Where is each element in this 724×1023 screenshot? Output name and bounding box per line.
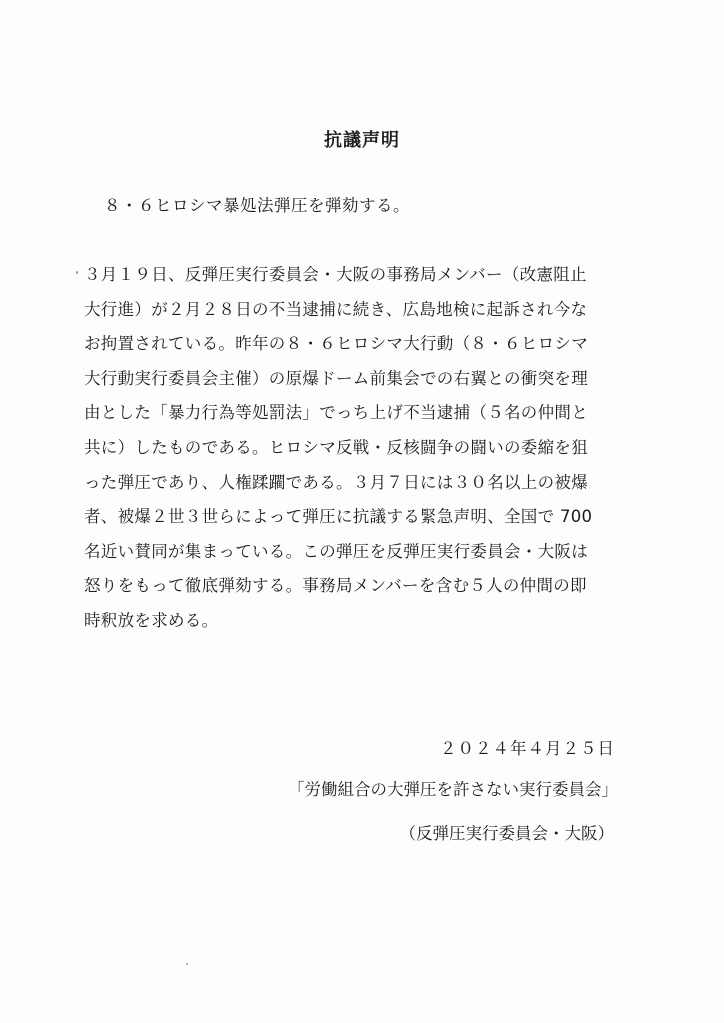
scan-speck: [186, 963, 188, 965]
body-line: 由とした「暴力行為等処罰法」でっち上げ不当逮捕（５名の仲間と: [84, 403, 588, 423]
body-line: 大行動実行委員会主催）の原爆ドーム前集会での右翼との衝突を理: [84, 368, 588, 388]
body-line: 者、被爆２世３世らによって弾圧に抗議する緊急声明、全国で 700: [84, 507, 593, 527]
body-line: 時釈放を求める。: [84, 610, 219, 630]
statement-body: [84, 258, 644, 639]
body-line: 名近い賛同が集まっている。この弾圧を反弾圧実行委員会・大阪は: [84, 541, 588, 561]
document-title: 抗議声明: [324, 130, 400, 151]
organization-subname: （反弾圧実行委員会・大阪）: [399, 824, 614, 843]
organization-name: 「労働組合の大弾圧を許さない実行委員会」: [288, 780, 618, 799]
body-line: 共に）したものである。ヒロシマ反戦・反核闘争の闘いの委縮を狙: [84, 437, 588, 457]
document-subtitle: ８・６ヒロシマ暴処法弾圧を弾劾する。: [104, 196, 410, 215]
body-line: った弾圧であり、人権蹂躙である。３月７日には３０名以上の被爆: [84, 472, 588, 492]
body-line: 怒りをもって徹底弾劾する。事務局メンバーを含む５人の仲間の即: [84, 576, 587, 596]
body-line: 大行進）が２月２８日の不当逮捕に続き、広島地検に起訴され今な: [84, 299, 588, 319]
scan-speck: [76, 271, 78, 274]
body-line: お拘置されている。昨年の８・６ヒロシマ大行動（８・６ヒロシマ: [84, 334, 588, 354]
statement-date: ２０２４年４月２５日: [440, 739, 615, 758]
body-line: ３月１９日、反弾圧実行委員会・大阪の事務局メンバー（改憲阻止: [84, 265, 587, 284]
